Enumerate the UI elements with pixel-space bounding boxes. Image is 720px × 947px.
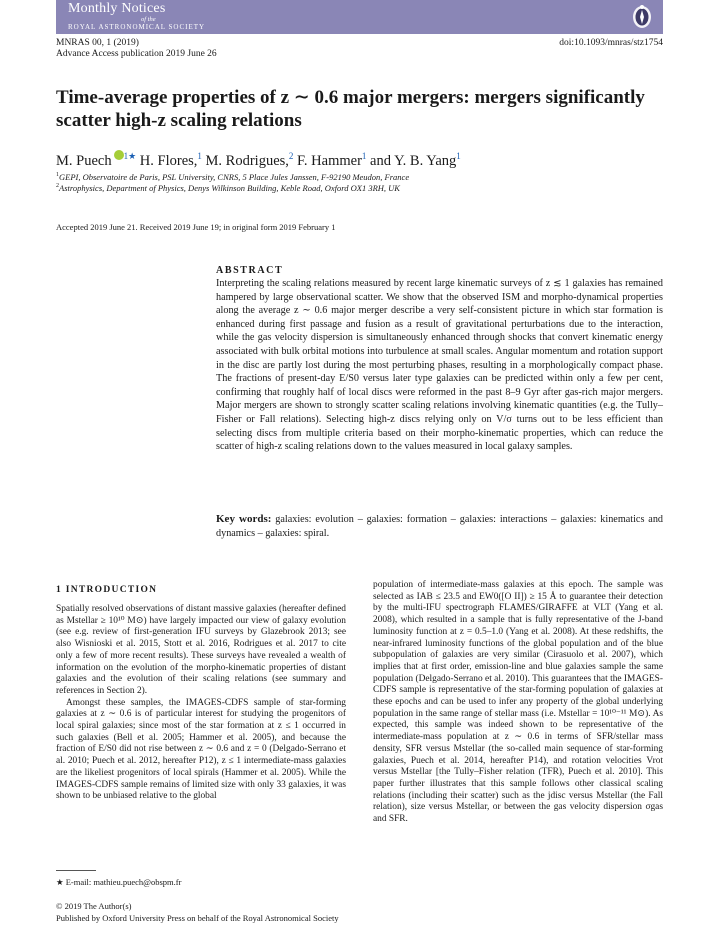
- affiliation: $^1$GEPI, Observatoire de Paris, PSL University, CNRS, 5 Place Jules Janssen, F-92190 Meudon, France: [56, 171, 410, 182]
- author-affil-mark[interactable]: 2: [288, 151, 294, 161]
- copyright: © 2019 The Author(s): [56, 901, 132, 911]
- author-name[interactable]: H. Flores,: [139, 152, 198, 169]
- body-column-right: [373, 580, 663, 826]
- author-name[interactable]: M. Rodrigues,: [205, 152, 289, 169]
- body-column-left: [56, 604, 346, 803]
- author-affil-mark[interactable]: 1: [197, 151, 202, 161]
- journal-reference: MNRAS 00, 1 (2019): [56, 38, 139, 48]
- masthead-society: ROYAL ASTRONOMICAL SOCIETY: [68, 23, 206, 31]
- author-affil-mark[interactable]: 1★: [123, 151, 137, 161]
- keywords-list: galaxies: evolution – galaxies: formation – galaxies: interactions – galaxies: kinematics and dynamics – galaxies: spiral.: [216, 514, 664, 539]
- footnote-divider: [56, 870, 96, 871]
- page-footer: [56, 900, 339, 924]
- author-affil-mark[interactable]: 1: [361, 151, 367, 161]
- body-paragraph: population of intermediate-mass galaxies at this epoch. The sample was selected as IAB ≤ 23.5 and EW0([O II]) ≥ 15 Å to guarantee their detection by the multi-IFU spectrograph FLAMES/GIRAFFE at VLT (Yang et al. 2008), which resulted in a sample that is fully representative of the J-band luminosity function at z = 0.5–1.0 (Yang et al. 2008). At these redshifts, the near-infrared luminosity functions of the global population and of the blue subpopulation of galaxies are very similar (Cirasuolo et al. 2007), which implies that at first order, emission-line and blue galaxies sample the same population (Delgado-Serrano et al. 2010). This guarantees that the IMAGES-CDFS sample is representative of the star-forming population of galaxies at these epochs and can be used to infer any property of the global underlying population in the same range of stellar mass (i.e. Mstellar = 10¹⁰⁻¹¹ M⊙). As expected, this sample was indeed shown to be representative of the intermediate-mass population at z ∼ 0.6 in terms of SFR/stellar mass density, SFR versus Mstellar (the so-called main sequence of star-forming galaxies, Puech et al. 2014, hereafter P14), and rotation velocities Vrot versus Mstellar [the Tully–Fisher relation (TFR), Puech et al. 2010]. This paper further illustrates that this sample follows other classical scaling relations (including their scatter) such as the jdisc versus Mstellar (the Fall relation), size versus Mstellar, or between the gas velocity dispersion σgas and SFR.: [373, 580, 663, 825]
- abstract-text: Interpreting the scaling relations measured by recent large kinematic surveys of z ≲ 1 galaxies has remained hampered by large observational scatter. We show that the observed ISM and morpho-dynamical properties along the average z ∼ 0.6 major merger describe a very self-consistent picture in which star formation is enhanced during first passage and fusion as a result of gravitational perturbations due to the interaction, while the gas velocity dispersion is simultaneously enhanced through shocks that convert kinematic energy associated with bulk orbital motions into turbulence at small scales. Angular momentum and rotation support in the disc are partly lost during the most perturbing phases, resulting in a morphologically compact phase. The fractions of present-day E/S0 versus later type galaxies can be predicted within only a few per cent, confirming that roughly half of local discs were reformed in the past 8–9 Gyr after gas-rich major mergers. Major mergers are shown to strongly scatter scaling relations involving kinematic quantities (e.g. the Tully–Fisher or Fall relations). Selecting high-z discs relying only on V/σ turns out to be less efficient than selecting discs from multiple criteria based on their morpho-kinematic properties, which can reduce the scatter of high-z scaling relations down to the values measured in local galaxy samples.: [216, 278, 663, 453]
- body-paragraph: Amongst these samples, the IMAGES-CDFS sample of star-forming galaxies at z ∼ 0.6 is of particular interest for studying the progenitors of local spiral galaxies; since most of the star formation at z ≤ 1 occurred in such galaxies (Bell et al. 2005; Hammer et al. 2005), and because the fraction of E/S0 did not rise between z ∼ 0.6 and z = 0 (Delgado-Serrano et al. 2010; Puech et al. 2012, hereafter P12), z ≤ 1 intermediate-mass galaxies are the likeliest progenitors of local spirals (Hammer et al. 2005). While the IMAGES-CDFS sample remains of limited size with only 33 galaxies, it was shown to be unbiased relative to the global: [56, 697, 346, 802]
- orcid-icon[interactable]: [114, 150, 124, 160]
- section-heading-introduction: 1 INTRODUCTION: [56, 585, 158, 595]
- doi[interactable]: doi:10.1093/mnras/stz1754: [559, 38, 663, 48]
- author-name[interactable]: and Y. B. Yang: [370, 152, 457, 169]
- author-list: [56, 147, 663, 170]
- submission-dates: Accepted 2019 June 21. Received 2019 June 19; in original form 2019 February 1: [56, 222, 336, 232]
- abstract-heading: ABSTRACT: [216, 265, 284, 276]
- keywords-label: Key words:: [216, 513, 272, 525]
- body-paragraph: Spatially resolved observations of distant massive galaxies (hereafter defined as Mstellar ≥ 10¹⁰ M⊙) have largely impacted our view of galaxy evolution (see e.g. review of first-generation IFU surveys by Glazebrook 2013; see also Wisnioski et al. 2015, Stott et al. 2016, Rodrigues et al. 2017 to cite only a few of more recent results). These surveys have revealed a wealth of information on the evolution of the morpho-kinematic properties of distant galaxies and the evolution of their scaling relations (see summary and references in Section 2).: [56, 604, 346, 696]
- author-affil-mark[interactable]: 1: [456, 151, 461, 161]
- author-name[interactable]: F. Hammer: [297, 152, 362, 169]
- advance-access-date: Advance Access publication 2019 June 26: [56, 49, 217, 59]
- author-name[interactable]: M. Puech: [56, 152, 112, 169]
- paper-title: Time-average properties of z ∼ 0.6 major mergers: mergers significantly scatter high-z scaling relations: [56, 87, 645, 131]
- ras-crest-icon: [631, 3, 653, 29]
- corresponding-author-email[interactable]: ★ E-mail: mathieu.puech@obspm.fr: [56, 877, 182, 887]
- masthead-title: Monthly Notices: [68, 1, 166, 16]
- masthead-of-the: of the: [141, 16, 156, 23]
- publisher-line: Published by Oxford University Press on behalf of the Royal Astronomical Society: [56, 913, 339, 923]
- keywords: [216, 513, 663, 540]
- journal-masthead: [56, 0, 663, 34]
- affiliation: $^2$Astrophysics, Department of Physics, Denys Wilkinson Building, Keble Road, Oxford OX1 3RH, UK: [56, 182, 400, 193]
